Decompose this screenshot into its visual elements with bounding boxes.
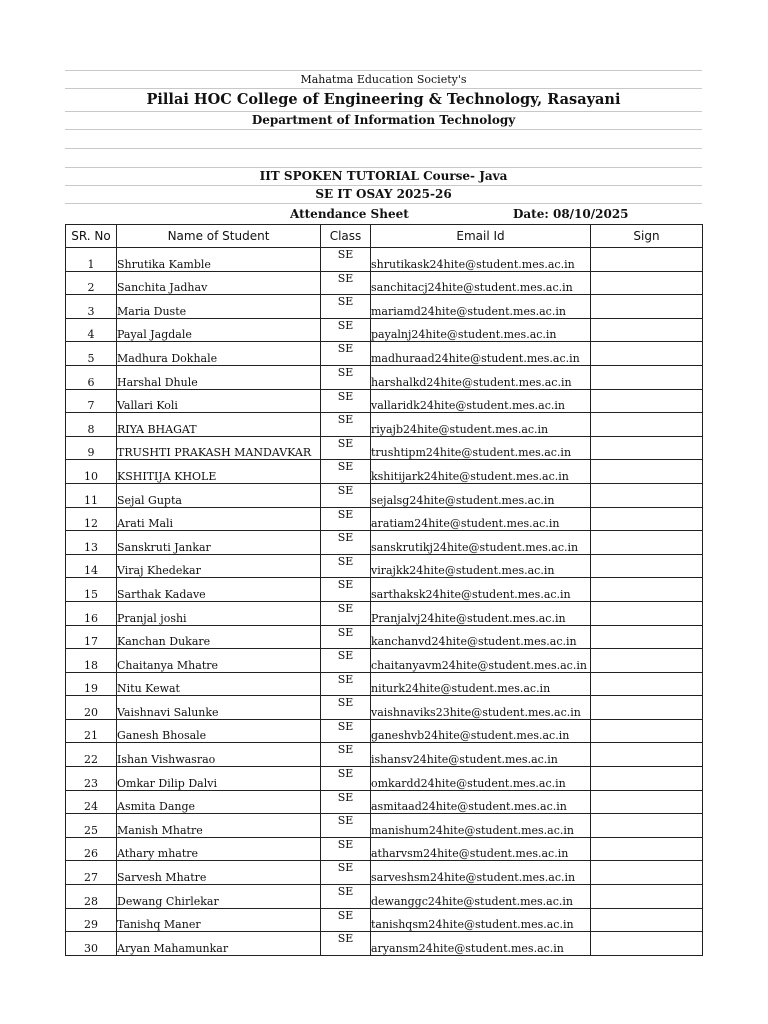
table-row xyxy=(66,625,703,649)
email-cell: sanchitacj24hite@student.mes.ac.in xyxy=(371,271,591,295)
class-cell: SE xyxy=(321,743,371,767)
student-name-cell: Omkar Dilip Dalvi xyxy=(117,767,321,791)
class-cell: SE xyxy=(321,413,371,437)
student-name-cell: Pranjal joshi xyxy=(117,601,321,625)
email-cell: harshalkd24hite@student.mes.ac.in xyxy=(371,365,591,389)
table-row xyxy=(66,790,703,814)
column-header-sign: Sign xyxy=(591,225,703,248)
student-name-cell: Arati Mali xyxy=(117,507,321,531)
column-header-sr-no: SR. No xyxy=(66,225,117,248)
class-cell: SE xyxy=(321,248,371,272)
sr-no-cell: 28 xyxy=(66,885,117,909)
table-row xyxy=(66,460,703,484)
email-cell: vaishnaviks23hite@student.mes.ac.in xyxy=(371,696,591,720)
sign-cell xyxy=(591,460,703,484)
table-row xyxy=(66,932,703,956)
sign-cell xyxy=(591,342,703,366)
class-cell: SE xyxy=(321,719,371,743)
table-row xyxy=(66,696,703,720)
college-name: Pillai HOC College of Engineering & Technology, Rasayani xyxy=(65,88,702,111)
table-row xyxy=(66,554,703,578)
class-cell: SE xyxy=(321,483,371,507)
attendance-sheet xyxy=(65,70,702,956)
sr-no-cell: 15 xyxy=(66,578,117,602)
sign-cell xyxy=(591,601,703,625)
sr-no-cell: 2 xyxy=(66,271,117,295)
sr-no-cell: 8 xyxy=(66,413,117,437)
table-row xyxy=(66,861,703,885)
email-cell: sarthaksk24hite@student.mes.ac.in xyxy=(371,578,591,602)
sign-cell xyxy=(591,578,703,602)
student-name-cell: Tanishq Maner xyxy=(117,908,321,932)
email-cell: virajkk24hite@student.mes.ac.in xyxy=(371,554,591,578)
blank-header-row xyxy=(65,148,702,167)
table-row xyxy=(66,672,703,696)
email-cell: payalnj24hite@student.mes.ac.in xyxy=(371,318,591,342)
column-header-name: Name of Student xyxy=(117,225,321,248)
sheet-date: Date: 08/10/2025 xyxy=(513,207,629,221)
sign-cell xyxy=(591,814,703,838)
table-row xyxy=(66,436,703,460)
table-row xyxy=(66,295,703,319)
email-cell: aryansm24hite@student.mes.ac.in xyxy=(371,932,591,956)
sign-cell xyxy=(591,436,703,460)
course-title: IIT SPOKEN TUTORIAL Course- Java xyxy=(65,167,702,185)
email-cell: tanishqsm24hite@student.mes.ac.in xyxy=(371,908,591,932)
sign-cell xyxy=(591,295,703,319)
class-cell: SE xyxy=(321,578,371,602)
sign-cell xyxy=(591,365,703,389)
sr-no-cell: 7 xyxy=(66,389,117,413)
sign-cell xyxy=(591,248,703,272)
class-cell: SE xyxy=(321,625,371,649)
table-row xyxy=(66,743,703,767)
sr-no-cell: 20 xyxy=(66,696,117,720)
sign-cell xyxy=(591,507,703,531)
email-cell: riyajb24hite@student.mes.ac.in xyxy=(371,413,591,437)
student-name-cell: TRUSHTI PRAKASH MANDAVKAR xyxy=(117,436,321,460)
class-cell: SE xyxy=(321,436,371,460)
sr-no-cell: 29 xyxy=(66,908,117,932)
class-year: SE IT OSAY 2025-26 xyxy=(65,185,702,204)
sr-no-cell: 24 xyxy=(66,790,117,814)
email-cell: Pranjalvj24hite@student.mes.ac.in xyxy=(371,601,591,625)
email-cell: chaitanyavm24hite@student.mes.ac.in xyxy=(371,649,591,673)
class-cell: SE xyxy=(321,861,371,885)
email-cell: shrutikask24hite@student.mes.ac.in xyxy=(371,248,591,272)
sign-cell xyxy=(591,531,703,555)
sign-cell xyxy=(591,318,703,342)
class-cell: SE xyxy=(321,271,371,295)
sign-cell xyxy=(591,389,703,413)
student-name-cell: Kanchan Dukare xyxy=(117,625,321,649)
table-row xyxy=(66,649,703,673)
class-cell: SE xyxy=(321,837,371,861)
sign-cell xyxy=(591,696,703,720)
column-header-email: Email Id xyxy=(371,225,591,248)
student-name-cell: Aryan Mahamunkar xyxy=(117,932,321,956)
email-cell: dewanggc24hite@student.mes.ac.in xyxy=(371,885,591,909)
class-cell: SE xyxy=(321,885,371,909)
email-cell: trushtipm24hite@student.mes.ac.in xyxy=(371,436,591,460)
sign-cell xyxy=(591,908,703,932)
student-name-cell: RIYA BHAGAT xyxy=(117,413,321,437)
sr-no-cell: 10 xyxy=(66,460,117,484)
sign-cell xyxy=(591,837,703,861)
table-row xyxy=(66,342,703,366)
table-row xyxy=(66,248,703,272)
table-row xyxy=(66,601,703,625)
student-name-cell: Vaishnavi Salunke xyxy=(117,696,321,720)
email-cell: omkardd24hite@student.mes.ac.in xyxy=(371,767,591,791)
table-row xyxy=(66,531,703,555)
sign-cell xyxy=(591,649,703,673)
email-cell: asmitaad24hite@student.mes.ac.in xyxy=(371,790,591,814)
sr-no-cell: 12 xyxy=(66,507,117,531)
student-name-cell: Sarthak Kadave xyxy=(117,578,321,602)
sign-cell xyxy=(591,719,703,743)
email-cell: ishansv24hite@student.mes.ac.in xyxy=(371,743,591,767)
student-name-cell: Maria Duste xyxy=(117,295,321,319)
attendance-info-row xyxy=(65,204,702,224)
sr-no-cell: 14 xyxy=(66,554,117,578)
table-row xyxy=(66,578,703,602)
sr-no-cell: 16 xyxy=(66,601,117,625)
column-header-class: Class xyxy=(321,225,371,248)
sr-no-cell: 25 xyxy=(66,814,117,838)
sign-cell xyxy=(591,554,703,578)
sr-no-cell: 4 xyxy=(66,318,117,342)
society-name: Mahatma Education Society's xyxy=(65,70,702,88)
student-name-cell: Athary mhatre xyxy=(117,837,321,861)
sign-cell xyxy=(591,932,703,956)
sign-cell xyxy=(591,767,703,791)
class-cell: SE xyxy=(321,554,371,578)
student-name-cell: Asmita Dange xyxy=(117,790,321,814)
class-cell: SE xyxy=(321,932,371,956)
sr-no-cell: 30 xyxy=(66,932,117,956)
email-cell: sarveshsm24hite@student.mes.ac.in xyxy=(371,861,591,885)
class-cell: SE xyxy=(321,790,371,814)
table-row xyxy=(66,719,703,743)
email-cell: mariamd24hite@student.mes.ac.in xyxy=(371,295,591,319)
email-cell: sanskrutikj24hite@student.mes.ac.in xyxy=(371,531,591,555)
sr-no-cell: 27 xyxy=(66,861,117,885)
student-name-cell: Nitu Kewat xyxy=(117,672,321,696)
class-cell: SE xyxy=(321,672,371,696)
student-name-cell: Sarvesh Mhatre xyxy=(117,861,321,885)
sign-cell xyxy=(591,625,703,649)
sign-cell xyxy=(591,483,703,507)
class-cell: SE xyxy=(321,460,371,484)
student-name-cell: Ishan Vishwasrao xyxy=(117,743,321,767)
email-cell: sejalsg24hite@student.mes.ac.in xyxy=(371,483,591,507)
sr-no-cell: 26 xyxy=(66,837,117,861)
email-cell: madhuraad24hite@student.mes.ac.in xyxy=(371,342,591,366)
table-row xyxy=(66,885,703,909)
email-cell: manishum24hite@student.mes.ac.in xyxy=(371,814,591,838)
class-cell: SE xyxy=(321,531,371,555)
class-cell: SE xyxy=(321,649,371,673)
attendance-table xyxy=(65,224,703,956)
class-cell: SE xyxy=(321,365,371,389)
sr-no-cell: 1 xyxy=(66,248,117,272)
class-cell: SE xyxy=(321,389,371,413)
student-name-cell: Sejal Gupta xyxy=(117,483,321,507)
table-body xyxy=(66,248,703,956)
student-name-cell: Dewang Chirlekar xyxy=(117,885,321,909)
student-name-cell: Manish Mhatre xyxy=(117,814,321,838)
attendance-label: Attendance Sheet xyxy=(290,207,409,221)
table-row xyxy=(66,365,703,389)
email-cell: kanchanvd24hite@student.mes.ac.in xyxy=(371,625,591,649)
table-row xyxy=(66,908,703,932)
email-cell: atharvsm24hite@student.mes.ac.in xyxy=(371,837,591,861)
sr-no-cell: 23 xyxy=(66,767,117,791)
student-name-cell: Viraj Khedekar xyxy=(117,554,321,578)
class-cell: SE xyxy=(321,814,371,838)
email-cell: ganeshvb24hite@student.mes.ac.in xyxy=(371,719,591,743)
student-name-cell: Shrutika Kamble xyxy=(117,248,321,272)
table-row xyxy=(66,507,703,531)
blank-header-row xyxy=(65,129,702,148)
sr-no-cell: 11 xyxy=(66,483,117,507)
class-cell: SE xyxy=(321,601,371,625)
sign-cell xyxy=(591,743,703,767)
sr-no-cell: 22 xyxy=(66,743,117,767)
sign-cell xyxy=(591,271,703,295)
class-cell: SE xyxy=(321,318,371,342)
table-row xyxy=(66,389,703,413)
sign-cell xyxy=(591,672,703,696)
email-cell: kshitijark24hite@student.mes.ac.in xyxy=(371,460,591,484)
table-row xyxy=(66,837,703,861)
table-row xyxy=(66,814,703,838)
sign-cell xyxy=(591,885,703,909)
class-cell: SE xyxy=(321,342,371,366)
table-row xyxy=(66,767,703,791)
sr-no-cell: 17 xyxy=(66,625,117,649)
student-name-cell: Harshal Dhule xyxy=(117,365,321,389)
student-name-cell: Madhura Dokhale xyxy=(117,342,321,366)
class-cell: SE xyxy=(321,767,371,791)
sr-no-cell: 3 xyxy=(66,295,117,319)
table-header-row xyxy=(66,225,703,248)
email-cell: niturk24hite@student.mes.ac.in xyxy=(371,672,591,696)
class-cell: SE xyxy=(321,507,371,531)
table-row xyxy=(66,318,703,342)
table-row xyxy=(66,483,703,507)
student-name-cell: Chaitanya Mhatre xyxy=(117,649,321,673)
sign-cell xyxy=(591,790,703,814)
student-name-cell: Sanskruti Jankar xyxy=(117,531,321,555)
sign-cell xyxy=(591,861,703,885)
email-cell: vallaridk24hite@student.mes.ac.in xyxy=(371,389,591,413)
sr-no-cell: 5 xyxy=(66,342,117,366)
student-name-cell: Ganesh Bhosale xyxy=(117,719,321,743)
department-name: Department of Information Technology xyxy=(65,111,702,129)
sr-no-cell: 19 xyxy=(66,672,117,696)
student-name-cell: Sanchita Jadhav xyxy=(117,271,321,295)
sr-no-cell: 21 xyxy=(66,719,117,743)
sr-no-cell: 18 xyxy=(66,649,117,673)
class-cell: SE xyxy=(321,908,371,932)
table-row xyxy=(66,271,703,295)
student-name-cell: Payal Jagdale xyxy=(117,318,321,342)
sign-cell xyxy=(591,413,703,437)
email-cell: aratiam24hite@student.mes.ac.in xyxy=(371,507,591,531)
student-name-cell: Vallari Koli xyxy=(117,389,321,413)
sr-no-cell: 9 xyxy=(66,436,117,460)
class-cell: SE xyxy=(321,295,371,319)
table-row xyxy=(66,413,703,437)
sr-no-cell: 13 xyxy=(66,531,117,555)
class-cell: SE xyxy=(321,696,371,720)
student-name-cell: KSHITIJA KHOLE xyxy=(117,460,321,484)
sr-no-cell: 6 xyxy=(66,365,117,389)
